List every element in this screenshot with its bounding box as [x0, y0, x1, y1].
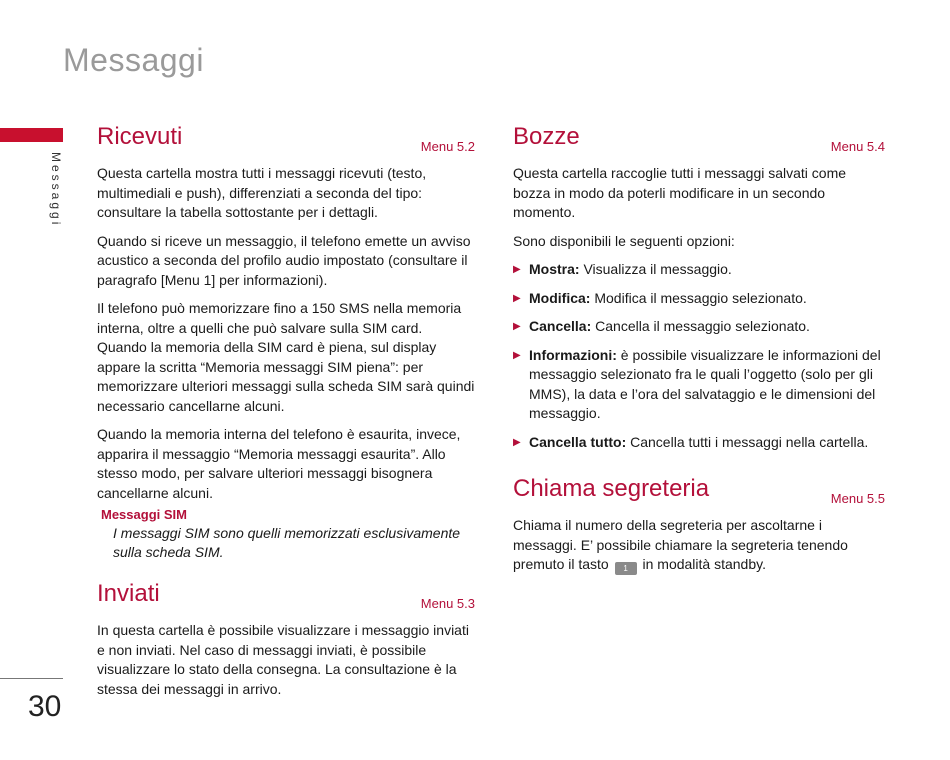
- inviati-header: [97, 580, 475, 611]
- ricevuti-paragraph: Quando si riceve un messaggio, il telefono emette un avviso acustico a seconda del profilo audio impostato (consultare il paragrafo [Menu 1] per informazioni).: [97, 232, 471, 288]
- chapter-tab-marker: [0, 128, 63, 142]
- bozze-paragraph: Questa cartella raccoglie tutti i messaggi salvati come bozza in modo da poterli modificare in un secondo momento.: [513, 165, 847, 220]
- right-column: [513, 124, 885, 584]
- ricevuti-header: [97, 123, 475, 154]
- option-item: [513, 289, 885, 309]
- option-label: Cancella:: [529, 318, 592, 334]
- ricevuti-paragraph: Quando la memoria interna del telefono è esaurita, invece, apparira il messaggio “Memoria messaggi esaurita”. Allo stesso modo, per salvare ulteriori messaggi bisognera cancellarne alcuni.: [97, 426, 461, 501]
- triangle-right-icon: ▶: [513, 436, 521, 448]
- option-item: [513, 433, 885, 453]
- segreteria-paragraph: [513, 516, 885, 575]
- key-1-voicemail-icon: 1: [615, 562, 637, 575]
- option-item: [513, 260, 885, 280]
- inviati-menu-ref: Menu 5.3: [420, 596, 475, 611]
- option-text: Cancella il messaggio selezionato.: [591, 318, 810, 334]
- chapter-title: Messaggi: [63, 42, 204, 78]
- option-label: Informazioni:: [529, 346, 617, 363]
- ricevuti-menu-ref: Menu 5.2: [420, 139, 475, 154]
- option-text: Cancella tutti i messaggi nella cartella.: [626, 433, 869, 450]
- option-text: Modifica il messaggio selezionato.: [590, 289, 807, 306]
- footer-rule: [0, 678, 63, 679]
- note-label: Messaggi SIM: [101, 507, 187, 522]
- left-column: [97, 124, 475, 708]
- bozze-menu-ref: Menu 5.4: [830, 139, 885, 154]
- bozze-paragraph: Sono disponibili le seguenti opzioni:: [513, 232, 735, 249]
- ricevuti-title: Ricevuti: [97, 123, 183, 150]
- option-label: Mostra:: [529, 261, 580, 277]
- segreteria-menu-ref: Menu 5.5: [830, 491, 885, 506]
- inviati-title: Inviati: [97, 580, 160, 607]
- option-text: Visualizza il messaggio.: [579, 261, 732, 277]
- option-item: [513, 346, 885, 424]
- segreteria-text: Chiama il numero della segreteria per ascoltarne i messaggi. E’ possibile chiamare la segreteria tenendo premuto il tasto: [513, 517, 848, 572]
- segreteria-title: Chiama segreteria: [513, 475, 710, 502]
- note-text: I messaggi SIM sono quelli memorizzati esclusivamente sulla scheda SIM.: [113, 525, 461, 560]
- triangle-right-icon: ▶: [513, 349, 521, 361]
- option-label: Modifica:: [529, 289, 591, 306]
- option-label: Cancella tutto:: [529, 433, 627, 450]
- bozze-title: Bozze: [513, 123, 580, 150]
- triangle-right-icon: ▶: [513, 264, 521, 275]
- triangle-right-icon: ▶: [513, 321, 521, 332]
- option-item: [513, 317, 885, 337]
- option-text: è possibile visualizzare le informazioni del messaggio selezionato fra le quali l’oggetto (solo per gli MMS), la data e l’ora del salvataggio e le dimensioni del messaggio.: [529, 346, 881, 421]
- inviati-paragraph: In questa cartella è possibile visualizzare i messaggio inviati e non inviati. Nel caso di messaggi inviati, è possibile visualizzare lo stato della consegna. La consultazione è la stessa dei messaggi in arrivo.: [97, 622, 469, 697]
- side-chapter-label: Messaggi: [49, 152, 63, 228]
- page-number: 30: [28, 690, 62, 723]
- ricevuti-paragraph: Il telefono può memorizzare fino a 150 SMS nella memoria interna, oltre a quelli che può salvare sulla SIM card. Quando la memoria della SIM card è piena, sul display appare la scritta “Memoria messaggi SIM piena”: per memorizzare ulteriori messaggi sulla scheda SIM sarà quindi necessario cancellarne alcuni.: [97, 300, 475, 414]
- ricevuti-paragraph: Questa cartella mostra tutti i messaggi ricevuti (testo, multimediali e push), differenziati a seconda del tipo: consultare la tabella sottostante per i dettagli.: [97, 165, 427, 220]
- triangle-right-icon: ▶: [513, 292, 521, 304]
- bozze-header: [513, 123, 885, 154]
- segreteria-header: [513, 475, 885, 506]
- segreteria-text-end: in modalità standby.: [642, 556, 766, 572]
